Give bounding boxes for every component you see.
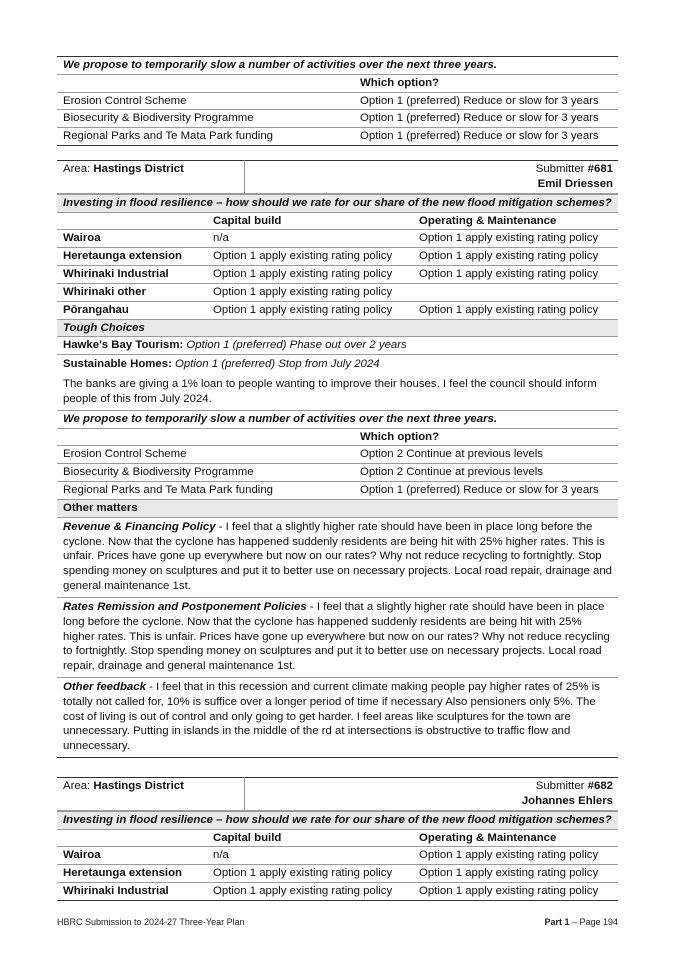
submitter-number: #681 [587, 163, 613, 176]
activity-name: Erosion Control Scheme [57, 446, 354, 464]
revenue-financing-paragraph: Revenue & Financing Policy - I feel that a slightly higher rate should have been in place long before the cyclone. Now that the cyclone has happened suddenly residents are being hit with 25% higher rates. This is unfair. Prices have gone up everywhere but now on our rates? Why not reduce recycling to fortnightly. Stop spending money on sculptures and put it to better use on necessary projects. Local road repair, drainage and general maintenance 1st. [57, 517, 618, 597]
document-page [57, 56, 618, 901]
slow-activities-heading: We propose to temporarily slow a number of activities over the next three years. [57, 411, 618, 428]
activity-name: Regional Parks and Te Mata Park funding [57, 482, 354, 500]
activity-option: Option 1 (preferred) Reduce or slow for 3 years [354, 92, 618, 110]
ops-maintenance-header: Operating & Maintenance [413, 829, 618, 847]
which-option-label: Which option? [354, 74, 618, 92]
submitter-name: Johannes Ehlers [521, 794, 613, 807]
activity-name: Regional Parks and Te Mata Park funding [57, 128, 354, 146]
other-feedback-paragraph: Other feedback - I feel that in this recession and current climate making people pay higher rates of 25% is totally not called for, 10% is suffice over a longer period of time if necessary Also pensioners only 5%. The cost of living is out of control and only going to get harder. I feel areas like sculptures for the town are unnecessary. Putting in islands in the middle of the rd at intersections is obstructive to traffic flow and unnecessary. [57, 677, 618, 757]
area-cell: Area: Hastings District [57, 778, 244, 811]
sustainable-homes-row: Sustainable Homes: Option 1 (preferred) Stop from July 2024 The banks are giving a 1% loan to people wanting to improve their houses. I feel the council should inform people of this from July 2024. [57, 355, 618, 410]
table-row: Wairoa n/a Option 1 apply existing rating policy [57, 230, 618, 248]
slow-activities-heading: We propose to temporarily slow a number of activities over the next three years. [57, 57, 618, 75]
area-value: Hastings District [93, 163, 184, 176]
activity-name: Biosecurity & Biodiversity Programme [57, 464, 354, 482]
activity-name: Erosion Control Scheme [57, 92, 354, 110]
flood-resilience-table-682 [57, 811, 618, 901]
area-cell: Area: Hastings District [57, 161, 244, 194]
footer-document-title: HBRC Submission to 2024-27 Three-Year Plan [57, 917, 245, 927]
area-value: Hastings District [93, 780, 184, 793]
tourism-row: Hawke's Bay Tourism: Option 1 (preferred) Phase out over 2 years [57, 337, 618, 355]
activity-option: Option 2 Continue at previous levels [354, 464, 618, 482]
tough-choices-heading: Tough Choices [57, 319, 618, 337]
table-row: Whirinaki Industrial Option 1 apply existing rating policy Option 1 apply existing rating policy [57, 266, 618, 284]
page-footer [57, 917, 618, 929]
table-row: Pōrangahau Option 1 apply existing rating policy Option 1 apply existing rating policy [57, 301, 618, 319]
flood-heading: Investing in flood resilience – how should we rate for our share of the new flood mitigation schemes? [57, 194, 618, 212]
submitter-cell: Submitter #681 Emil Driessen [244, 161, 618, 194]
flood-resilience-table-681 [57, 194, 618, 411]
activity-option: Option 2 Continue at previous levels [354, 446, 618, 464]
footer-page-number: Part 1 – Page 194 [544, 917, 618, 927]
flood-heading: Investing in flood resilience – how should we rate for our share of the new flood mitigation schemes? [57, 811, 618, 829]
slow-activities-table-681 [57, 411, 618, 500]
homes-comment: The banks are giving a 1% loan to people wanting to improve their houses. I feel the council should inform people of this from July 2024. [63, 378, 597, 405]
slow-activities-table-prev [57, 56, 618, 146]
activity-option: Option 1 (preferred) Reduce or slow for 3 years [354, 482, 618, 500]
submitter-number: #682 [587, 780, 613, 793]
other-matters-table-681 [57, 500, 618, 758]
capital-build-header: Capital build [207, 829, 413, 847]
submission-682-header [57, 777, 618, 811]
activity-option: Option 1 (preferred) Reduce or slow for 3 years [354, 110, 618, 128]
submitter-cell: Submitter #682 Johannes Ehlers [244, 778, 618, 811]
capital-build-header: Capital build [207, 212, 413, 230]
table-row: Heretaunga extension Option 1 apply existing rating policy Option 1 apply existing rating policy [57, 248, 618, 266]
submission-681-header [57, 160, 618, 194]
table-row: Wairoa n/a Option 1 apply existing rating policy [57, 847, 618, 865]
activity-option: Option 1 (preferred) Reduce or slow for 3 years [354, 128, 618, 146]
table-row: Whirinaki other Option 1 apply existing rating policy [57, 283, 618, 301]
ops-maintenance-header: Operating & Maintenance [413, 212, 618, 230]
activity-name: Biosecurity & Biodiversity Programme [57, 110, 354, 128]
table-row: Whirinaki Industrial Option 1 apply existing rating policy Option 1 apply existing rating policy [57, 883, 618, 901]
table-row: Heretaunga extension Option 1 apply existing rating policy Option 1 apply existing rating policy [57, 865, 618, 883]
rates-remission-paragraph: Rates Remission and Postponement Policies - I feel that a slightly higher rate should have been in place long before the cyclone. Now that the cyclone has happened suddenly residents are being hit with 25% higher rates. This is unfair. Prices have gone up everywhere but now on our rates? Why not reduce recycling to fortnightly. Stop spending money on sculptures and put it to better use on necessary projects. Local road repair, drainage and general maintenance 1st. [57, 597, 618, 677]
which-option-label: Which option? [354, 428, 618, 446]
other-matters-heading: Other matters [57, 500, 618, 517]
submitter-name: Emil Driessen [537, 177, 613, 190]
